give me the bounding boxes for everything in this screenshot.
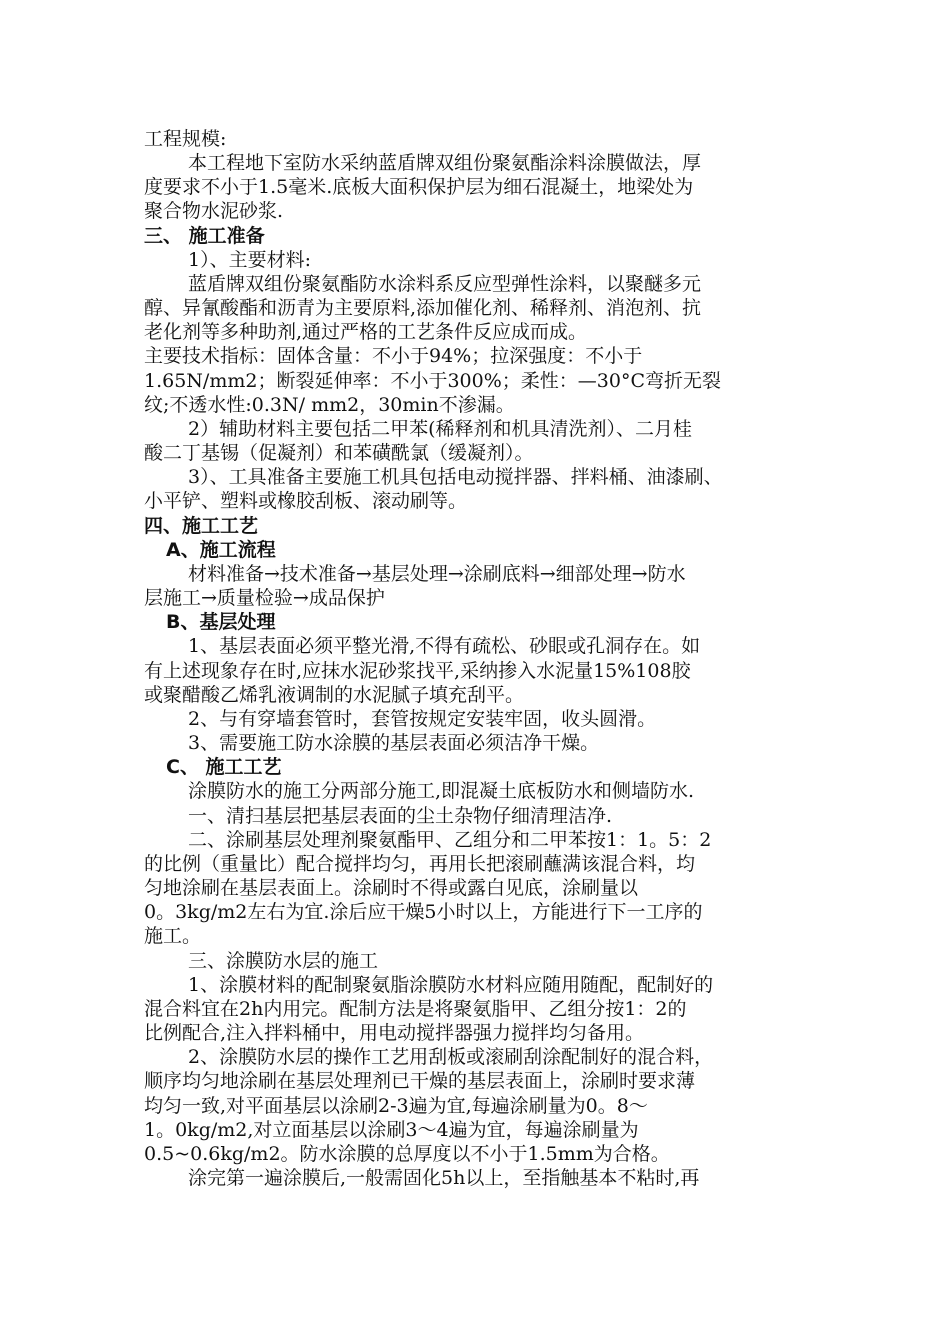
paragraph-line: 的比例（重量比）配合搅拌均匀，再用长把滚刷蘸满该混合料，均 (144, 853, 696, 875)
paragraph-line: 材料准备→技术准备→基层处理→涂刷底料→细部处理→防水 (188, 563, 686, 585)
paragraph-line: 主要技术指标：固体含量：不小于94%；拉深强度：不小于 (144, 345, 643, 367)
paragraph-line: 比例配合,注入拌料桶中，用电动搅拌器强力搅拌均匀备用。 (144, 1022, 645, 1044)
paragraph-line: 均匀一致,对平面基层以涂刷2-3遍为宜,每遍涂刷量为0。8～ (144, 1095, 648, 1117)
paragraph-line: 小平铲、塑料或橡胶刮板、滚动刷等。 (144, 490, 468, 512)
paragraph-line: 1、涂膜材料的配制聚氨脂涂膜防水材料应随用随配，配制好的 (188, 974, 714, 996)
paragraph-line: 蓝盾牌双组份聚氨酯防水涂料系反应型弹性涂料，以聚醚多元 (188, 273, 702, 295)
paragraph-line: 二、涂刷基层处理剂聚氨酯甲、乙组分和二甲苯按1：1。5：2 (188, 829, 712, 851)
paragraph-line: 度要求不小于1.5毫米.底板大面积保护层为细石混凝土，地梁处为 (144, 176, 694, 198)
text-line: 工程规模: (144, 128, 227, 150)
paragraph-line: 匀地涂刷在基层表面上。涂刷时不得或露白见底，涂刷量以 (144, 877, 639, 899)
paragraph-line: 0。3kg/m2左右为宜.涂后应干燥5小时以上，方能进行下一工序的 (144, 901, 703, 923)
paragraph-line: 纹;不透水性:0.3N/ mm2，30min不渗漏。 (144, 394, 515, 416)
paragraph-line: 酸二丁基锡（促凝剂）和苯磺酰氯（缓凝剂）。 (144, 442, 534, 464)
section-heading: 三、 施工准备 (144, 225, 265, 247)
subsection-heading: B、基层处理 (166, 611, 276, 633)
paragraph-line: 涂完第一遍涂膜后,一般需固化5h以上，至指触基本不粘时,再 (188, 1167, 700, 1189)
paragraph-line: 顺序均匀地涂刷在基层处理剂已干燥的基层表面上，涂刷时要求薄 (144, 1070, 696, 1092)
paragraph-line: 2）辅助材料主要包括二甲苯(稀释剂和机具清洗剂）、二月桂 (188, 418, 693, 440)
subsection-heading: C、 施工工艺 (166, 756, 282, 778)
subsection-heading: A、施工流程 (166, 539, 276, 561)
paragraph-line: 层施工→质量检验→成品保护 (144, 587, 385, 609)
paragraph-line: 醇、异氰酸酯和沥青为主要原料,添加催化剂、稀释剂、消泡剂、抗 (144, 297, 702, 319)
paragraph-line: 三、涂膜防水层的施工 (188, 950, 379, 972)
paragraph-line: 或聚醋酸乙烯乳液调制的水泥腻子填充刮平。 (144, 684, 525, 706)
paragraph-line: 0.5~0.6kg/m2。防水涂膜的总厚度以不小于1.5mm为合格。 (144, 1143, 670, 1165)
paragraph-line: 施工。 (144, 925, 202, 947)
paragraph-line: 2、涂膜防水层的操作工艺用刮板或滚刷刮涂配制好的混合料， (188, 1046, 714, 1068)
paragraph-line: 涂膜防水的施工分两部分施工,即混凝土底板防水和侧墙防水. (188, 780, 695, 802)
paragraph-line: 本工程地下室防水采纳蓝盾牌双组份聚氨酯涂料涂膜做法，厚 (188, 152, 702, 174)
paragraph-line: 混合料宜在2h内用完。配制方法是将聚氨脂甲、乙组分按1：2的 (144, 998, 687, 1020)
paragraph-line: 老化剂等多种助剂,通过严格的工艺条件反应成而成。 (144, 321, 588, 343)
paragraph-line: 聚合物水泥砂浆. (144, 200, 284, 222)
paragraph-line: 一、清扫基层把基层表面的尘土杂物仔细清理洁净. (188, 805, 613, 827)
paragraph-line: 1。0kg/m2,对立面基层以涂刷3～4遍为宜，每遍涂刷量为 (144, 1119, 639, 1141)
paragraph-line: 1、基层表面必须平整光滑,不得有疏松、砂眼或孔洞存在。如 (188, 635, 701, 657)
paragraph-line: 有上述现象存在时,应抹水泥砂浆找平,采纳掺入水泥量15%108胶 (144, 660, 691, 682)
paragraph-line: 2、与有穿墙套管时，套管按规定安装牢固，收头圆滑。 (188, 708, 657, 730)
paragraph-line: 1.65N/mm2；断裂延伸率：不小于300%；柔性：—30°C弯折无裂 (144, 370, 721, 392)
section-heading: 四、施工工艺 (144, 515, 259, 537)
subheading-line: 1）、主要材料: (188, 249, 311, 271)
paragraph-line: 3、需要施工防水涂膜的基层表面必须洁净干燥。 (188, 732, 600, 754)
paragraph-line: 3）、工具准备主要施工机具包括电动搅拌器、拌料桶、油漆刷、 (188, 466, 723, 488)
